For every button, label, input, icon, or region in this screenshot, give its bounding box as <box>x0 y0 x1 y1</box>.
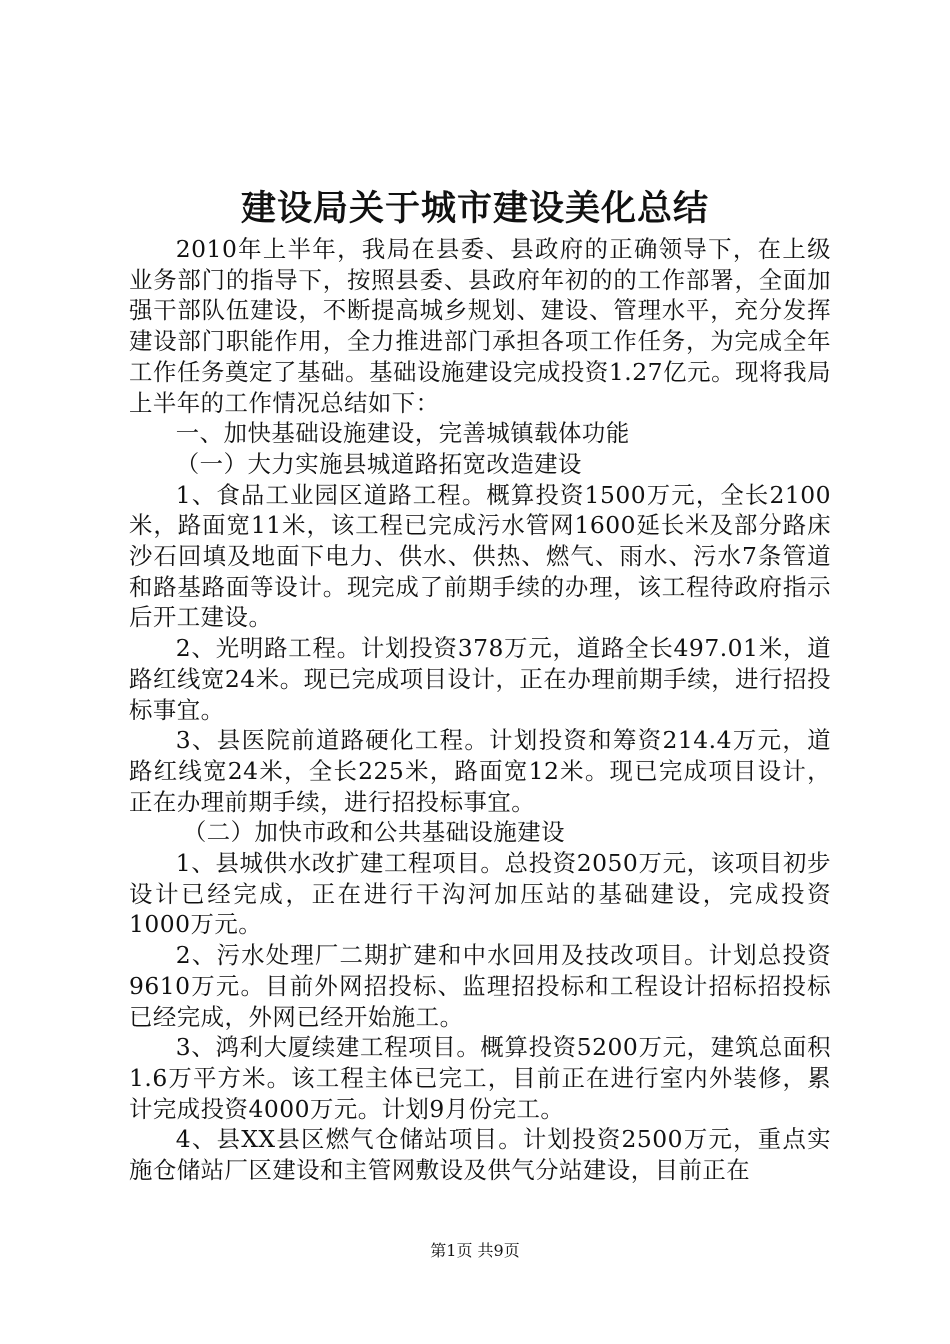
body-paragraph: 4、县XX县区燃气仓储站项目。计划投资2500万元，重点实施仓储站厂区建设和主管网敷设及供气分站建设，目前正在 <box>129 1125 831 1185</box>
body-paragraph: 2、污水处理厂二期扩建和中水回用及技改项目。计划总投资9610万元。目前外网招投标、监理招投标和工程设计招标招投标已经完成，外网已经开始施工。 <box>129 941 831 1031</box>
page-title: 建设局关于城市建设美化总结 <box>240 188 709 229</box>
body-paragraph: 2、光明路工程。计划投资378万元，道路全长497.01米，道路红线宽24米。现已完成项目设计，正在办理前期手续，进行招投标事宜。 <box>129 634 831 724</box>
section-heading-1: 一、加快基础设施建设，完善城镇载体功能 <box>175 419 630 448</box>
document-body <box>129 234 831 1186</box>
subsection-heading-1: （一）大力实施县城道路拓宽改造建设 <box>175 449 582 478</box>
subsection-heading-2: （二）加快市政和公共基础设施建设 <box>182 818 566 847</box>
body-paragraph: 1、食品工业园区道路工程。概算投资1500万元，全长2100米，路面宽11米，该工程已完成污水管网1600延长米及部分路床沙石回填及地面下电力、供水、供热、燃气、雨水、污水7条管道和路基路面等设计。现完成了前期手续的办理，该工程待政府指示后开工建设。 <box>129 480 831 632</box>
body-paragraph: 3、县医院前道路硬化工程。计划投资和筹资214.4万元，道路红线宽24米，全长225米，路面宽12米。现已完成项目设计，正在办理前期手续，进行招投标事宜。 <box>129 726 831 816</box>
page-number: 第1页 共9页 <box>430 1241 520 1260</box>
body-paragraph: 3、鸿利大厦续建工程项目。概算投资5200万元，建筑总面积1.6万平方米。该工程主体已完工，目前正在进行室内外装修，累计完成投资4000万元。计划9月份完工。 <box>129 1033 831 1123</box>
intro-paragraph: 2010年上半年，我局在县委、县政府的正确领导下，在上级业务部门的指导下，按照县委、县政府年初的的工作部署，全面加强干部队伍建设，不断提高城乡规划、建设、管理水平，充分发挥建设部门职能作用，全力推进部门承担各项工作任务，为完成全年工作任务奠定了基础。基础设施建设完成投资1.27亿元。现将我局上半年的工作情况总结如下： <box>129 235 831 417</box>
body-paragraph: 1、县城供水改扩建工程项目。总投资2050万元，该项目初步设计已经完成，正在进行干沟河加压站的基础建设，完成投资1000万元。 <box>129 849 831 939</box>
